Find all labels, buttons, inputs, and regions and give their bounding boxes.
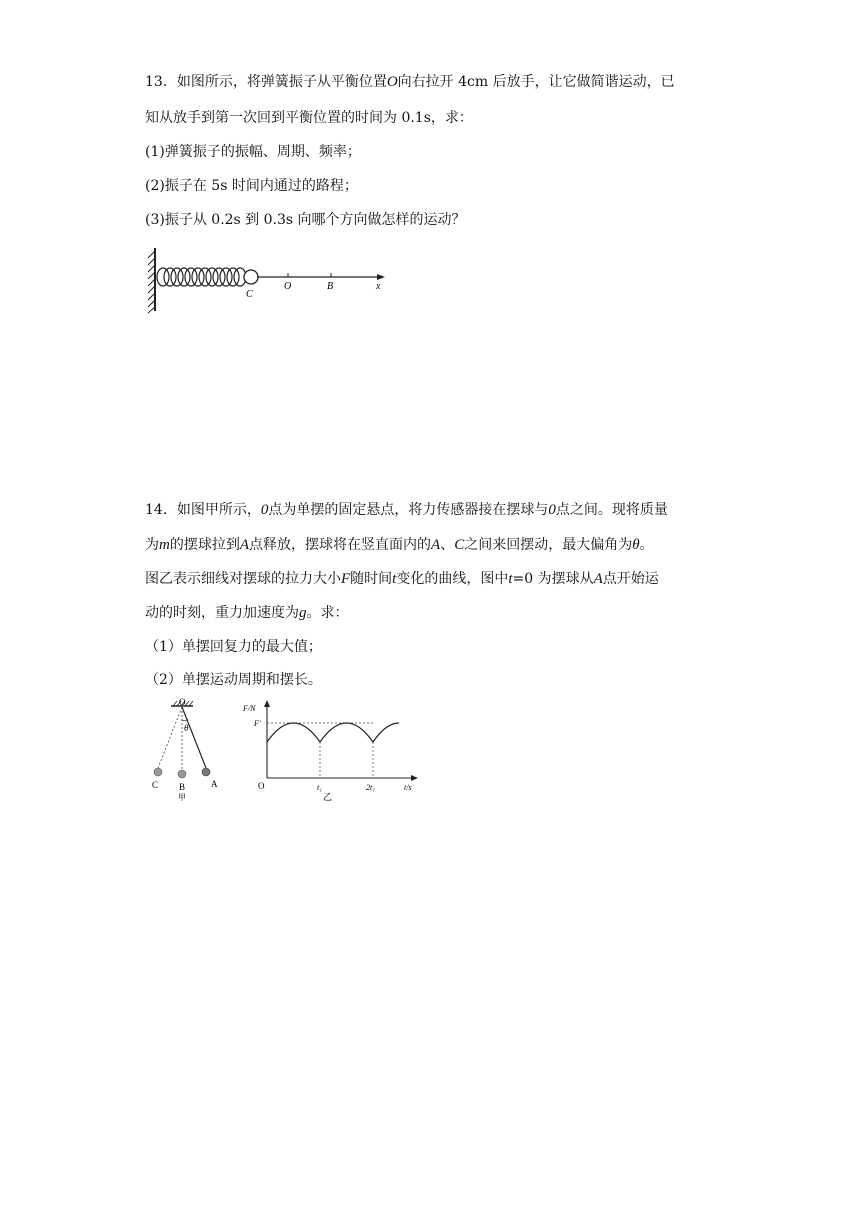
- label-o: O: [258, 781, 265, 791]
- q13-line-2: 知从放手到第一次回到平衡位置的时间为 0.1s，求：: [145, 110, 473, 126]
- ball-b: [178, 770, 186, 778]
- label-b: B: [179, 782, 186, 792]
- label-b: B: [327, 281, 334, 292]
- spring-oscillator-figure: [145, 245, 395, 315]
- spring-coils: [157, 268, 246, 286]
- caption-yi: 乙: [323, 792, 333, 802]
- wall-hatching: [148, 251, 155, 313]
- q14-line-4: 动的时刻，重力加速度为g。求：: [145, 605, 349, 621]
- x-axis-arrow-icon: [377, 274, 385, 280]
- label-x: x: [376, 281, 381, 292]
- q14-part-1: （1）单摆回复力的最大值；: [145, 639, 322, 655]
- force-time-graph: [240, 696, 425, 800]
- q13-line-1: 13．如图所示，将弹簧振子从平衡位置O向右拉开 4cm 后放手，让它做简谐运动，已: [145, 74, 675, 90]
- string-a: [182, 707, 206, 768]
- q14-line-1: 14．如图甲所示，0点为单摆的固定悬点，将力传感器接在摆球与0点之间。现将质量: [145, 502, 668, 518]
- t-axis-arrow-icon: [411, 775, 418, 781]
- label-o: O: [284, 281, 292, 292]
- q13-part-3: (3)振子从 0.2s 到 0.3s 向哪个方向做怎样的运动？: [145, 212, 466, 228]
- label-2t1: 2t₁: [366, 783, 376, 792]
- label-c: C: [152, 780, 159, 790]
- q14-part-2: （2）单摆运动周期和摆长。: [145, 672, 322, 688]
- label-a: A: [211, 779, 218, 789]
- label-theta: θ: [184, 723, 189, 733]
- oscillator-ball: [244, 270, 258, 284]
- ball-a: [202, 768, 210, 776]
- q14-line-3: 图乙表示细线对摆球的拉力大小F随时间t变化的曲线，图中t=0 为摆球从A点开始运: [145, 571, 659, 587]
- f-axis-arrow-icon: [264, 700, 270, 707]
- label-t1: t₁: [317, 783, 323, 792]
- string-c-dashed: [158, 707, 182, 768]
- force-curve: [267, 723, 399, 742]
- q13-part-2: (2)振子在 5s 时间内通过的路程；: [145, 178, 358, 194]
- label-ts: t/s: [404, 783, 412, 792]
- caption-jia: 甲: [178, 793, 186, 802]
- label-fn: F/N: [243, 704, 256, 713]
- q14-line-2: 为m的摆球拉到A点释放，摆球将在竖直面内的A、C之间来回摆动，最大偏角为θ。: [145, 537, 654, 553]
- label-f-prime: F': [254, 719, 261, 728]
- ball-c: [154, 768, 162, 776]
- label-o: O: [179, 697, 186, 707]
- q13-part-1: (1)弹簧振子的振幅、周期、频率；: [145, 144, 361, 160]
- pendulum-figure: [143, 696, 228, 802]
- label-c: C: [246, 289, 253, 300]
